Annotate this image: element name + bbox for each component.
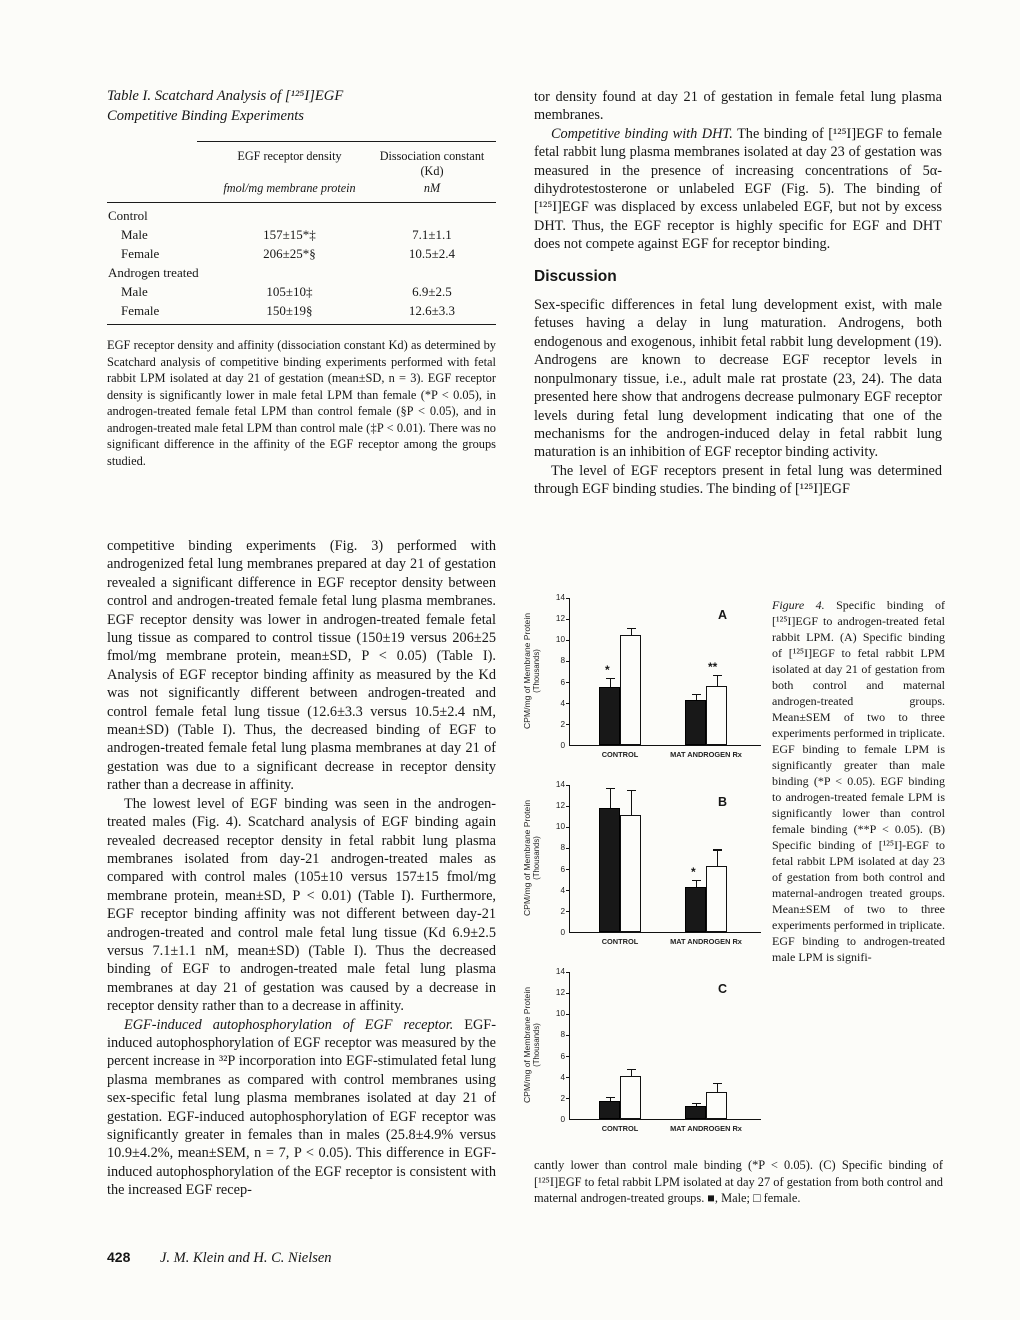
x-category-label: MAT ANDROGEN Rx <box>670 937 742 946</box>
y-tick-mark <box>566 848 570 849</box>
error-bar-cap <box>692 1103 701 1104</box>
kd-value: 6.9±2.5 <box>412 284 452 299</box>
table-units-density: fmol/mg membrane protein <box>223 181 356 195</box>
paragraph-binding-experiments <box>107 537 496 795</box>
error-bar <box>610 789 611 808</box>
error-bar-cap <box>713 1083 722 1084</box>
empty-cell <box>377 206 487 225</box>
y-tick-label: 8 <box>560 843 565 853</box>
y-tick-label: 2 <box>560 1093 565 1103</box>
paragraph-lead: Competitive binding with DHT. <box>551 125 733 142</box>
error-bar-cap <box>713 675 722 676</box>
bar-female-androgen <box>706 1092 727 1119</box>
y-tick-label: 2 <box>560 719 565 729</box>
table-units-row <box>107 181 496 202</box>
running-authors: J. M. Klein and H. C. Nielsen <box>159 1250 332 1266</box>
kd-value: 12.6±3.3 <box>408 303 456 318</box>
y-tick-mark <box>566 724 570 725</box>
y-axis-label <box>522 591 548 751</box>
y-tick-label: 2 <box>560 906 565 916</box>
y-tick-label: 10 <box>555 1009 565 1019</box>
bar-female-control <box>620 1076 641 1119</box>
empty-cell <box>202 206 377 225</box>
kd-value: 10.5±2.4 <box>408 246 456 261</box>
table-units-empty <box>107 181 202 196</box>
y-tick-label: 10 <box>555 635 565 645</box>
plot-area-a <box>555 593 761 759</box>
page-footer <box>107 1249 332 1267</box>
y-tick-mark <box>566 619 570 620</box>
error-bar-cap <box>606 678 615 679</box>
error-bar <box>717 676 718 686</box>
y-axis-label-line2: (Thousands) <box>532 836 541 880</box>
row-label: Male <box>121 284 148 299</box>
x-category-label: MAT ANDROGEN Rx <box>670 750 742 759</box>
y-tick-mark <box>566 1077 570 1078</box>
y-axis-label-line2: (Thousands) <box>532 1023 541 1067</box>
paragraph-dht-binding <box>534 125 942 254</box>
group-label: Control <box>108 208 148 223</box>
discussion-heading: Discussion <box>534 267 617 285</box>
y-tick-mark <box>566 869 570 870</box>
table-header-density: EGF receptor density <box>237 149 342 163</box>
error-bar-cap <box>692 694 701 695</box>
plot-area-b <box>555 780 761 946</box>
y-tick-mark <box>566 972 570 973</box>
error-bar <box>631 1070 632 1075</box>
y-tick-label: 12 <box>555 614 565 624</box>
figure-caption-lead: Figure 4. <box>772 598 825 612</box>
y-tick-label: 4 <box>560 698 565 708</box>
bar-female-androgen <box>706 686 727 745</box>
bar-male-control <box>599 687 620 745</box>
error-bar <box>610 1098 611 1101</box>
chart-panel-b <box>517 777 767 964</box>
y-tick-label: 14 <box>555 967 565 976</box>
table-header-row <box>107 142 496 181</box>
y-tick-mark <box>566 1014 570 1015</box>
row-label: Female <box>121 303 160 318</box>
figure-caption-text: Specific binding of [¹²⁵I]EGF to androgen-treated fetal rabbit LPM. (A) Specific binding of [¹²⁵I]EGF to fetal rabbit LPM isolated at day 21 of gestation from both control and maternal androgen-treated groups. Mean±SEM of two to three experiments performed in triplicate. EGF binding to female LPM is significantly greater than male binding (*P < 0.05). EGF binding to androgen-treated female LPM is significantly lower than control female binding (**P < 0.05). (B) Specific binding of [¹²⁵I]-EGF to fetal rabbit LPM isolated at day 23 of gestation from both control and maternal-androgen treated groups. Mean±SEM of two to three experiments performed in triplicate. EGF binding to androgen-treated male LPM is signifi- <box>772 598 945 964</box>
y-tick-label: 14 <box>555 780 565 789</box>
kd-value: 7.1±1.1 <box>412 227 452 242</box>
panel-letter-a: A <box>718 608 728 622</box>
bar-female-control <box>620 815 641 932</box>
y-tick-mark <box>566 1035 570 1036</box>
y-tick-mark <box>566 827 570 828</box>
error-bar <box>610 679 611 686</box>
table-footnote: EGF receptor density and affinity (dissociation constant Kd) as determined by Scatchard analysis of competitive binding experiments performed with fetal rabbit LPM isolated at day 21 of gestation (mean±SD, n = 3). EGF receptor density is significantly lower in male fetal LPM than female (*P < 0.05), in androgen-treated female fetal LPM than control female (§P < 0.05), and in androgen-treated male fetal LPM than control male (‡P < 0.01). There was no significant difference in the affinity of the EGF receptor among the groups studied. <box>107 338 496 468</box>
y-tick-mark <box>566 785 570 786</box>
paragraph-lowest-binding <box>107 795 496 1016</box>
error-bar-cap <box>606 788 615 789</box>
y-tick-mark <box>566 911 570 912</box>
empty-cell <box>377 263 487 282</box>
y-tick-label: 12 <box>555 988 565 998</box>
y-axis-label-line2: (Thousands) <box>532 649 541 693</box>
row-label: Female <box>121 246 160 261</box>
paragraph-text: The level of EGF receptors present in fetal lung was determined through EGF binding studies. The binding of [¹²⁵I]EGF <box>534 462 942 498</box>
error-bar <box>717 1084 718 1091</box>
paragraph-text: EGF-induced autophosphorylation of EGF receptor was measured by the percent increase in ³²P incorporation into EGF-stimulated fetal lung plasma membranes as compared with control membranes using sex-specific fetal lung plasma membranes isolated at day 21 of gestation. EGF-induced autophosphorylation of EGF receptor was significantly greater in females than in males (25.8±4.9% versus 10.9±4.2%, mean±SEM, n = 7, P < 0.05). This difference in EGF-induced autophosphorylation of the EGF receptor is consistent with the increased EGF recep- <box>107 1016 496 1199</box>
paragraph-discussion-2 <box>534 462 942 499</box>
error-bar-cap <box>627 1069 636 1070</box>
panel-letter-c: C <box>718 982 728 996</box>
bar-male-androgen <box>685 1106 706 1119</box>
error-bar <box>717 851 718 867</box>
x-category-label: CONTROL <box>601 1124 639 1133</box>
x-category-label: CONTROL <box>601 937 639 946</box>
significance-marker: * <box>691 865 696 880</box>
bar-male-androgen <box>685 887 706 932</box>
y-tick-mark <box>566 598 570 599</box>
y-tick-mark <box>566 806 570 807</box>
y-tick-label: 14 <box>555 593 565 602</box>
y-tick-label: 0 <box>560 928 565 937</box>
chart-panel-c <box>517 964 767 1151</box>
y-tick-label: 6 <box>560 864 565 874</box>
y-tick-mark <box>566 890 570 891</box>
page-number: 428 <box>107 1249 131 1265</box>
table-row-androgen-male <box>107 282 496 301</box>
empty-cell <box>202 263 377 282</box>
plot-area-c <box>555 967 761 1133</box>
paragraph-tor-density <box>534 88 942 125</box>
table-row-control-female <box>107 244 496 263</box>
bar-female-control <box>620 635 641 745</box>
error-bar-cap <box>606 1097 615 1098</box>
y-tick-label: 8 <box>560 656 565 666</box>
table-header-kd: Dissociation constant (Kd) <box>379 149 485 178</box>
y-tick-label: 6 <box>560 677 565 687</box>
y-axis-label-line1: CPM/mg of Membrane Protein <box>522 799 532 917</box>
error-bar-cap <box>627 790 636 791</box>
figure-4-caption-continuation <box>534 1157 943 1207</box>
y-tick-mark <box>566 661 570 662</box>
density-value: 150±19§ <box>266 303 313 318</box>
y-tick-mark <box>566 1098 570 1099</box>
error-bar-cap <box>713 849 722 850</box>
x-category-label: CONTROL <box>601 750 639 759</box>
paragraph-text: tor density found at day 21 of gestation in female fetal lung plasma membranes. <box>534 89 942 124</box>
error-bar <box>631 629 632 635</box>
group-label: Androgen treated <box>108 265 199 280</box>
error-bar-cap <box>692 880 701 881</box>
right-column-text <box>534 88 942 499</box>
panel-letter-b: B <box>718 795 728 809</box>
table-title-line2: Competitive Binding Experiments <box>107 108 304 124</box>
error-bar <box>696 881 697 886</box>
y-tick-label: 4 <box>560 1072 565 1082</box>
density-value: 206±25*§ <box>263 246 316 261</box>
table-rule-bottom <box>107 324 496 325</box>
y-tick-label: 0 <box>560 1115 565 1124</box>
density-value: 105±10‡ <box>266 284 313 299</box>
y-tick-mark <box>566 703 570 704</box>
x-category-label: MAT ANDROGEN Rx <box>670 1124 742 1133</box>
figure-4-caption <box>772 597 945 965</box>
table-row-group-androgen <box>107 263 496 282</box>
paragraph-text: The binding of [¹²⁵I]EGF to female fetal rabbit lung plasma membranes isolated at day 23 of gestation was measured in the presence of increasing concentrations of 5α-dihydrotestosterone or unlabeled EGF (Fig. 5). The binding of [¹²⁵I]EGF was displaced by excess unlabeled EGF, but not by excess DHT. Thus, the EGF receptor is highly specific for EGF and DHT does not compete against EGF for receptor binding. <box>534 125 942 253</box>
table-grid <box>107 141 496 325</box>
paragraph-lead: EGF-induced autophosphorylation of EGF receptor. <box>124 1016 454 1033</box>
paragraph-discussion-1 <box>534 296 942 462</box>
table-row-group-control <box>107 206 496 225</box>
bar-male-control <box>599 808 620 932</box>
table-title <box>107 86 496 126</box>
chart-panel-a <box>517 590 767 777</box>
paragraph-text: The lowest level of EGF binding was seen in the androgen-treated males (Fig. 4). Scatchard analysis of EGF binding again revealed decreased receptor density in fetal rabbit lung plasma membranes isolated from day-21 androgen-treated males as compared with control males (105±10 versus 157±15 fmol/mg membrane protein, mean±SD, P < 0.01) (Table I). Furthermore, EGF receptor binding affinity was not different between day-21 androgen-treated and control male fetal lung tissue (Kd 6.9±2.5 versus 7.1±1.1 nM, mean±SD) (Table I). Thus the decreased binding of EGF to androgen-treated male fetal lung plasma membranes at day 21 of gestation was caused by a decrease in receptor density rather than to a decrease in affinity. <box>107 795 496 1015</box>
y-tick-mark <box>566 1056 570 1057</box>
error-bar-cap <box>627 628 636 629</box>
y-tick-label: 4 <box>560 885 565 895</box>
paragraph-autophosphorylation <box>107 1016 496 1200</box>
density-value: 157±15*‡ <box>263 227 316 242</box>
y-tick-label: 6 <box>560 1051 565 1061</box>
table-body <box>107 203 496 324</box>
table-units-kd: nM <box>423 181 441 195</box>
table-1-section <box>107 86 496 469</box>
y-tick-mark <box>566 640 570 641</box>
y-axis-label <box>522 965 548 1125</box>
paragraph-text: Sex-specific differences in fetal lung development exist, with male fetuses having a delay in lung maturation. Androgens, both endogenous and exogenous, inhibit fetal rabbit lung development (19). Androgens are known to decrease EGF receptor levels in nonpulmonary tissue, i.e., adult male rat prostate (23, 24). The data presented here show that androgens decrease pulmonary EGF receptor levels during fetal lung development indicating that one of the mechanisms for the androgen-induced delay in fetal rabbit lung maturation is an inhibition of EGF receptor binding activity. <box>534 297 942 461</box>
significance-marker: * <box>605 663 610 678</box>
figure-4-charts <box>517 590 767 1151</box>
left-column-text <box>107 537 496 1200</box>
significance-marker: ** <box>708 660 718 675</box>
error-bar <box>631 791 632 814</box>
y-tick-label: 8 <box>560 1030 565 1040</box>
y-axis-label-line1: CPM/mg of Membrane Protein <box>522 986 532 1104</box>
table-row-androgen-female <box>107 301 496 320</box>
y-axis-label <box>522 778 548 938</box>
bar-female-androgen <box>706 866 727 932</box>
paragraph-text: competitive binding experiments (Fig. 3) performed with androgenized fetal lung membranes prepared at day 21 of gestation revealed a significant difference in EGF receptor density between control and androgen-treated female fetal lung plasma membranes. EGF receptor density was lower in androgen-treated female fetal lung tissue as compared to control tissue (150±19 versus 206±25 fmol/mg membrane protein, mean±SD, P < 0.05) (Table I). Analysis of EGF receptor binding affinity as measured by the Kd was not significantly different between androgen-treated and control female fetal lung tissue (12.6±3.3 versus 10.5±2.4 nM, mean±SD) (Table I). Thus, the decreased binding of EGF to androgen-treated female fetal lung plasma membranes at day 21 of gestation was due to a significant decrease in receptor density rather than a decrease in affinity. <box>107 538 496 794</box>
error-bar <box>696 1104 697 1106</box>
y-tick-label: 10 <box>555 822 565 832</box>
figure-caption-continuation-text: cantly lower than control male binding (*P < 0.05). (C) Specific binding of [¹²⁵I]EGF to fetal rabbit LPM isolated at day 27 of gestation from both control and maternal androgen-treated groups. ■, Male; □ female. <box>534 1158 943 1205</box>
table-row-control-male <box>107 225 496 244</box>
y-tick-mark <box>566 993 570 994</box>
y-tick-mark <box>566 682 570 683</box>
y-tick-label: 0 <box>560 741 565 750</box>
y-tick-label: 12 <box>555 801 565 811</box>
table-title-line1: Table I. Scatchard Analysis of [¹²⁵I]EGF <box>107 88 344 104</box>
row-label: Male <box>121 227 148 242</box>
bar-male-androgen <box>685 700 706 745</box>
error-bar <box>696 695 697 699</box>
y-axis-label-line1: CPM/mg of Membrane Protein <box>522 612 532 730</box>
table-header-empty <box>107 142 202 181</box>
bar-male-control <box>599 1101 620 1119</box>
